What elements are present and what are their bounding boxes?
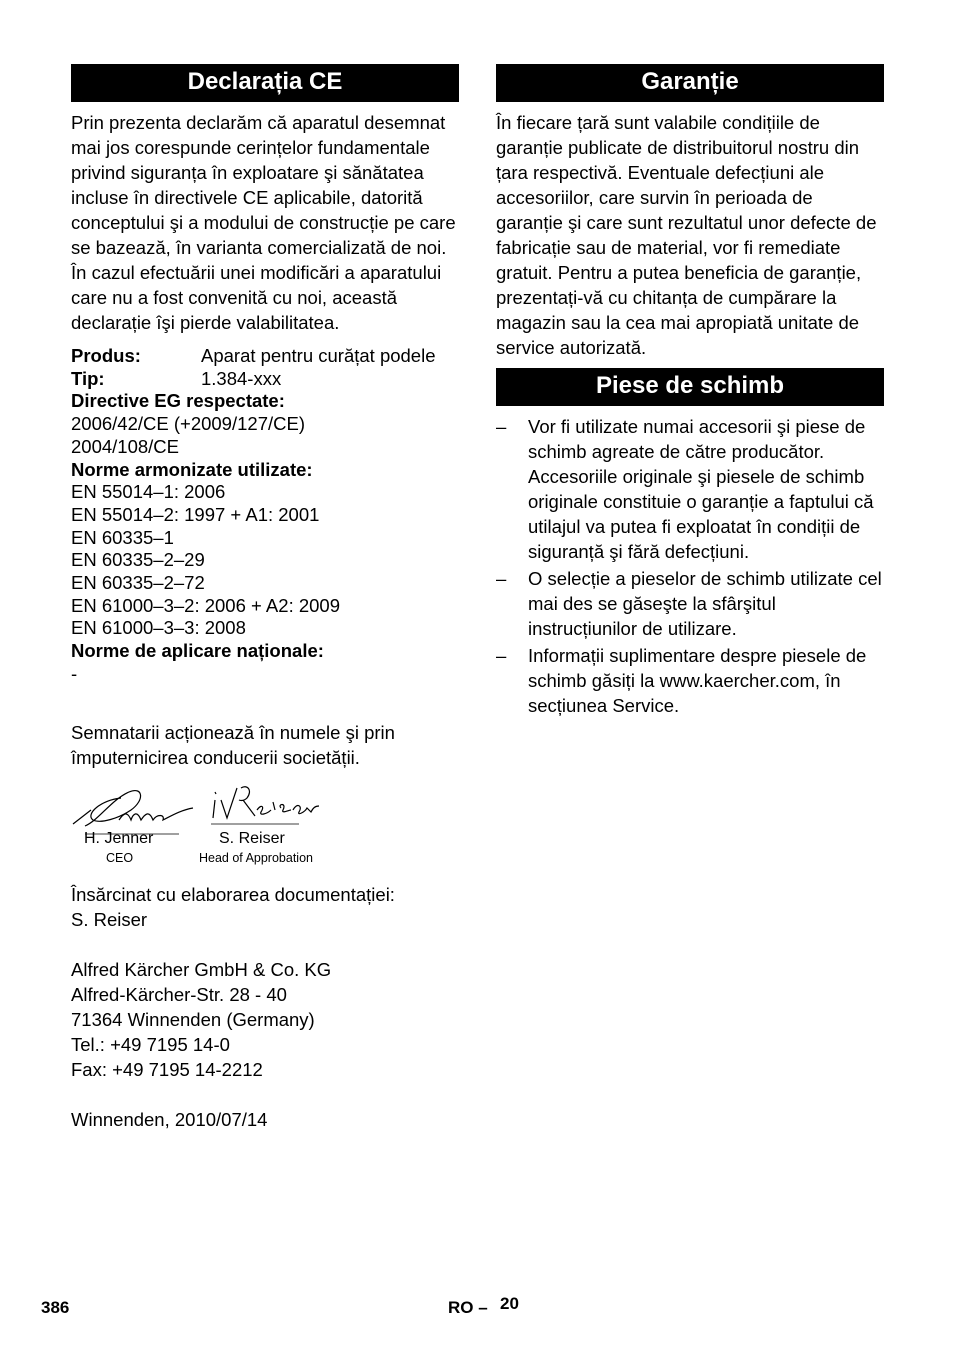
ce-declaration-heading: Declarația CE bbox=[71, 64, 459, 102]
directive-item: 2004/108/CE bbox=[71, 435, 180, 457]
product-value: Aparat pentru curățat podele bbox=[201, 345, 436, 366]
place-date: Winnenden, 2010/07/14 bbox=[71, 1108, 268, 1130]
address-line: Alfred Kärcher GmbH & Co. KG bbox=[71, 958, 332, 980]
warranty-heading: Garanție bbox=[496, 64, 884, 102]
dash-bullet: – bbox=[496, 568, 507, 589]
warranty-text: În fiecare țară sunt valabile condițiile de garanție publicate de distribuitorul nostru din țara respectivă. Eventuale defecțiuni ale accesoriilor, care survin în perioada de garanție şi care sunt rezultatul unor defecte de fabricație sau de material, vor fi remediate gratuit. Pentru a putea beneficia de garanție, prezentați-vă cu chitanța de cumpărare la magazin sau la cea mai apropiată unitate de service autorizată. bbox=[496, 112, 877, 358]
type-value: 1.384-xxx bbox=[201, 367, 282, 389]
national-norms-value: - bbox=[71, 662, 78, 684]
dash-bullet: – bbox=[496, 416, 507, 437]
norms-label: Norme armonizate utilizate: bbox=[71, 458, 313, 480]
right-column bbox=[496, 64, 884, 720]
list-item bbox=[496, 414, 884, 564]
directive-item: 2006/42/CE (+2009/127/CE) bbox=[71, 413, 305, 435]
address-line: Alfred-Kärcher-Str. 28 - 40 bbox=[71, 983, 287, 1005]
section-page-number: 20 bbox=[500, 1294, 519, 1313]
address-block bbox=[71, 957, 459, 1082]
list-item-text: O selecție a pieselor de schimb utilizate cel mai des se găseşte la sfârşitul instrucțiunilor de utilizare. bbox=[528, 568, 882, 639]
norm-item: EN 55014–1: 2006 bbox=[71, 481, 226, 503]
signer-name: H. Jenner bbox=[84, 829, 154, 847]
product-label: Produs: bbox=[71, 345, 141, 366]
signer-name: S. Reiser bbox=[219, 829, 285, 847]
norm-item: EN 55014–2: 1997 + A1: 2001 bbox=[71, 503, 320, 525]
product-spec bbox=[71, 345, 459, 686]
norm-item: EN 60335–2–72 bbox=[71, 572, 205, 594]
norm-item: EN 61000–3–3: 2008 bbox=[71, 617, 246, 639]
dash-bullet: – bbox=[496, 645, 507, 666]
list-item-text: Informații suplimentare despre piesele de schimb găsiți la www.kaercher.com, în secțiunea Service. bbox=[528, 645, 867, 716]
documentation-label: Însărcinat cu elaborarea documentației: bbox=[71, 883, 395, 905]
address-line: Tel.: +49 7195 14-0 bbox=[71, 1033, 230, 1055]
product-row bbox=[71, 345, 459, 368]
list-item bbox=[496, 566, 884, 641]
signatories-text: Semnatarii acționează în numele şi prin împuternicirea conducerii societății. bbox=[71, 721, 395, 768]
list-item bbox=[496, 643, 884, 718]
list-item-text: Vor fi utilizate numai accesorii şi piese de schimb agreate de către producător. Accesoriile originale şi piesele de schimb originale constituie o garanție a faptului că utilajul va putea fi exploatat în condiții de siguranță şi fără defecțiuni. bbox=[528, 416, 874, 562]
address-line: Fax: +49 7195 14-2212 bbox=[71, 1058, 263, 1080]
spare-parts-list bbox=[496, 414, 884, 718]
type-row bbox=[71, 368, 459, 391]
directives-label: Directive EG respectate: bbox=[71, 390, 285, 412]
page-number: 386 bbox=[41, 1298, 70, 1317]
signer-role: CEO bbox=[106, 850, 134, 865]
spare-parts-heading: Piese de schimb bbox=[496, 368, 884, 406]
type-label: Tip: bbox=[71, 367, 105, 389]
left-column bbox=[71, 64, 459, 1132]
documentation-person: S. Reiser bbox=[71, 908, 148, 930]
norm-item: EN 61000–3–2: 2006 + A2: 2009 bbox=[71, 594, 340, 616]
signature-block bbox=[71, 780, 459, 870]
norm-item: EN 60335–1 bbox=[71, 526, 174, 548]
language-code: RO – bbox=[448, 1298, 488, 1317]
address-line: 71364 Winnenden (Germany) bbox=[71, 1008, 315, 1030]
norm-item: EN 60335–2–29 bbox=[71, 549, 205, 571]
national-norms-label: Norme de aplicare naționale: bbox=[71, 640, 324, 662]
ce-intro-text: Prin prezenta declarăm că aparatul desemnat mai jos corespunde cerințelor fundamentale privind siguranța în exploatare şi sănătatea incluse în directivele CE aplicabile, datorită conceptului şi a modului de construcție pe care se bazează, în varianta comercializată de noi. În cazul efectuării unei modificări a aparatului care nu a fost convenită cu noi, această declarație îşi pierde valabilitatea. bbox=[71, 112, 456, 333]
signer-role: Head of Approbation bbox=[199, 850, 313, 865]
